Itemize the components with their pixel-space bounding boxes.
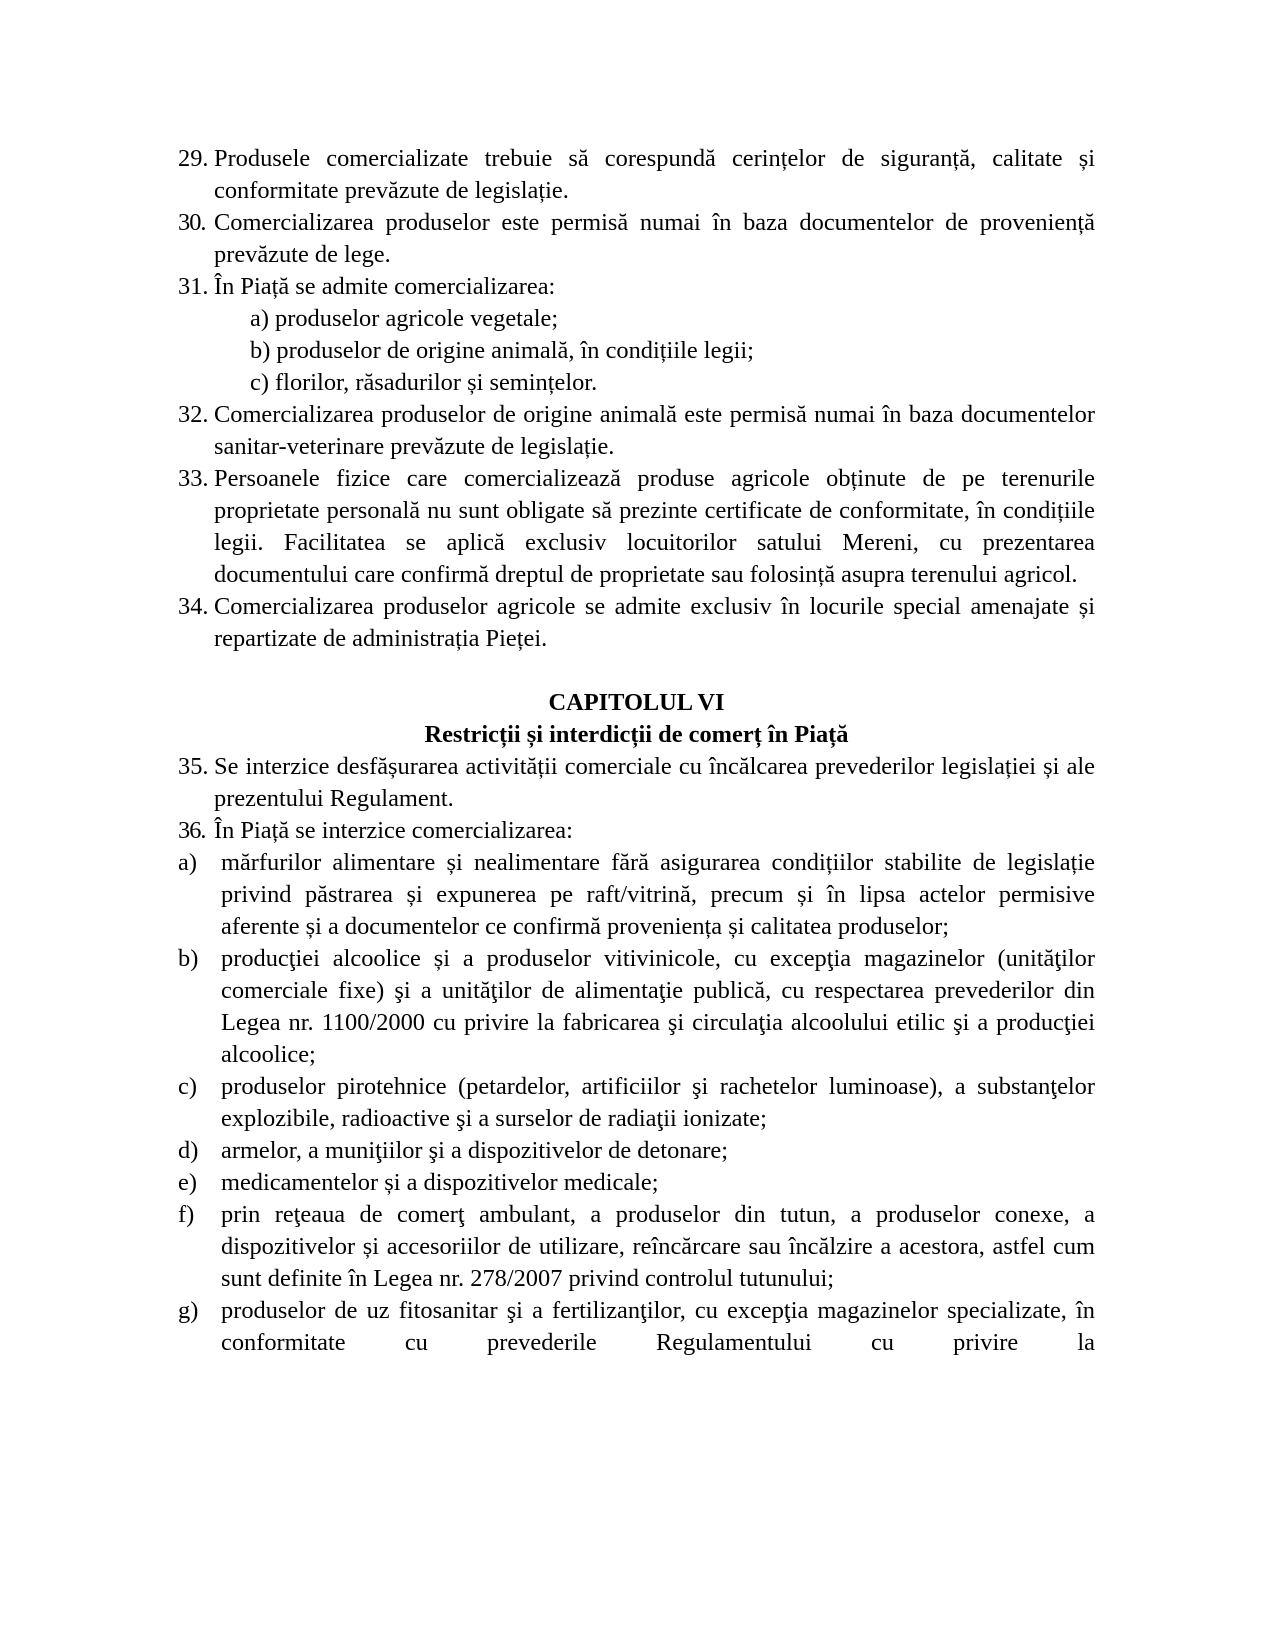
- article-31: [178, 271, 1095, 303]
- list-text: prin reţeaua de comerţ ambulant, a produselor din tutun, a produselor conexe, a dispozitivelor și accesoriilor de utilizare, reîncărcare sau încălzire a acestora, astfel cum sunt definite în Legea nr. 278/2007 privind controlul tutunului;: [221, 1201, 1095, 1292]
- article-text: Produsele comercializate trebuie să corespundă cerințelor de siguranță, calitate și conformitate prevăzute de legislație.: [214, 145, 1095, 204]
- article-36-item-g: [178, 1295, 1095, 1359]
- list-text: producţiei alcoolice și a produselor vitivinicole, cu excepţia magazinelor (unităţilor comerciale fixe) şi a unităţilor de alimentaţie publică, cu respectarea prevederilor din Legea nr. 1100/2000 cu privire la fabricarea şi circulaţia alcoolului etilic şi a producţiei alcoolice;: [221, 945, 1095, 1068]
- article-number: 33.: [178, 465, 209, 492]
- article-34: [178, 591, 1095, 655]
- list-letter: f): [178, 1201, 195, 1228]
- article-number: 31.: [178, 273, 209, 300]
- article-35: [178, 751, 1095, 815]
- article-number: 30.: [178, 209, 206, 236]
- article-31-sub-a: a) produselor agricole vegetale;: [250, 305, 559, 332]
- article-36: [178, 815, 1095, 847]
- article-number: 32.: [178, 401, 209, 428]
- article-text: Persoanele fizice care comercializează produse agricole obținute de pe terenurile proprietate personală nu sunt obligate să prezinte certificate de conformitate, în condițiile legii. Facilitatea se aplică exclusiv locuitorilor satului Mereni, cu prezentarea documentului care confirmă dreptul de proprietate sau folosință asupra terenului agricol.: [214, 465, 1095, 588]
- chapter-subtitle: Restricții și interdicții de comerț în Piață: [424, 721, 849, 748]
- article-text: Comercializarea produselor de origine animală este permisă numai în baza documentelor sanitar-veterinare prevăzute de legislație.: [214, 401, 1095, 460]
- article-text: Se interzice desfășurarea activității comerciale cu încălcarea prevederilor legislației și ale prezentului Regulament.: [214, 753, 1095, 812]
- list-letter: c): [178, 1073, 197, 1100]
- article-36-item-b: [178, 943, 1095, 1071]
- list-text: armelor, a muniţiilor şi a dispozitivelor de detonare;: [221, 1137, 729, 1164]
- list-letter: a): [178, 849, 197, 876]
- article-31-sub-b: b) produselor de origine animală, în condițiile legii;: [250, 337, 754, 364]
- list-letter: g): [178, 1297, 199, 1324]
- spacer: [178, 655, 1095, 687]
- list-text: produselor pirotehnice (petardelor, artificiilor şi rachetelor luminoase), a substanţelor explozibile, radioactive şi a surselor de radiaţii ionizate;: [221, 1073, 1095, 1132]
- list-letter: b): [178, 945, 199, 972]
- article-36-item-d: [178, 1135, 1095, 1167]
- article-number: 34.: [178, 593, 209, 620]
- list-letter: e): [178, 1169, 197, 1196]
- article-30: [178, 207, 1095, 271]
- article-33: [178, 463, 1095, 591]
- article-31-sub-c: c) florilor, răsadurilor și semințelor.: [250, 369, 598, 396]
- article-number: 36.: [178, 817, 206, 844]
- article-text: În Piață se admite comercializarea:: [214, 273, 556, 300]
- article-36-item-e: [178, 1167, 1095, 1199]
- article-32: [178, 399, 1095, 463]
- article-number: 29.: [178, 145, 209, 172]
- article-36-item-f: [178, 1199, 1095, 1295]
- article-number: 35.: [178, 753, 209, 780]
- list-text: mărfurilor alimentare și nealimentare fără asigurarea condițiilor stabilite de legislație privind păstrarea și expunerea pe raft/vitrină, precum și în lipsa actelor permisive aferente și a documentelor ce confirmă proveniența și calitatea produselor;: [221, 849, 1095, 940]
- article-text: În Piață se interzice comercializarea:: [214, 817, 573, 844]
- document-page: [178, 143, 1095, 1359]
- article-29: [178, 143, 1095, 207]
- article-36-item-a: [178, 847, 1095, 943]
- list-text: medicamentelor și a dispozitivelor medicale;: [221, 1169, 659, 1196]
- list-text: produselor de uz fitosanitar şi a fertilizanţilor, cu excepţia magazinelor specializate, în conformitate cu prevederile Regulamentului cu privire la: [221, 1297, 1095, 1356]
- list-letter: d): [178, 1137, 199, 1164]
- article-text: Comercializarea produselor este permisă numai în baza documentelor de proveniență prevăzute de lege.: [214, 209, 1095, 268]
- article-text: Comercializarea produselor agricole se admite exclusiv în locurile special amenajate și repartizate de administrația Pieței.: [214, 593, 1095, 652]
- article-36-item-c: [178, 1071, 1095, 1135]
- chapter-title: CAPITOLUL VI: [548, 689, 725, 716]
